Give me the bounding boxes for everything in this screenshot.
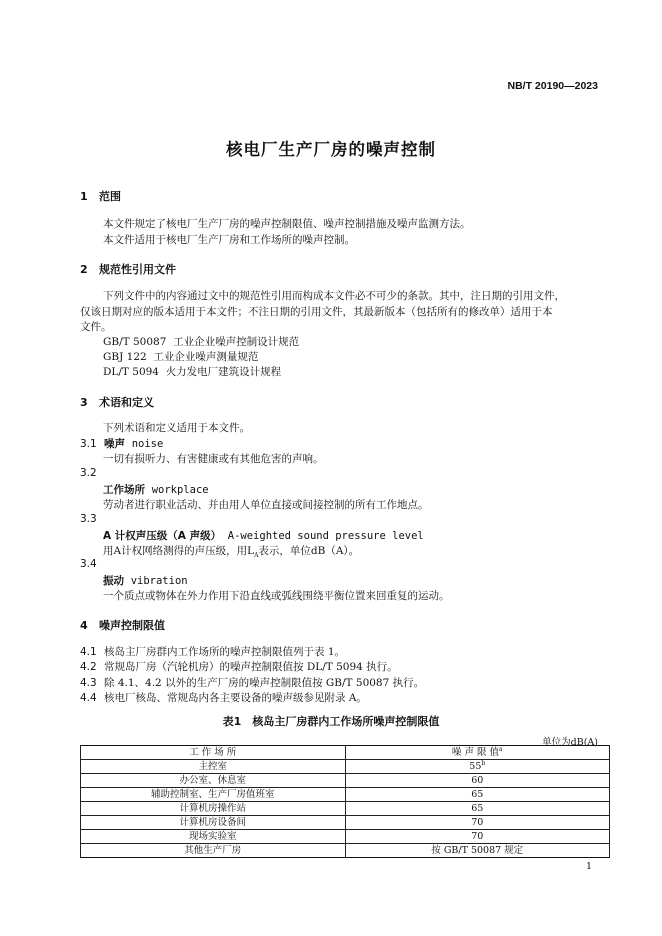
limit-cell: 65 <box>345 802 610 816</box>
table-title: 表1 核岛主厂房群内工作场所噪声控制限值 <box>222 715 440 728</box>
table-row <box>81 844 610 858</box>
section-4-heading <box>80 617 165 633</box>
column-header-workplace: 工 作 场 所 <box>81 746 346 760</box>
limit-cell: 按 GB/T 50087 规定 <box>345 844 610 858</box>
term-zh: A 计权声压级（A 声级） <box>103 530 222 542</box>
reference-code: GBJ 122 <box>103 351 147 363</box>
section-1-heading <box>80 188 121 204</box>
term-number: 3.1 <box>80 438 97 450</box>
clause-4-4: 4.4 核电厂核岛、常规岛内各主要设备的噪声级参见附录 A。 <box>80 692 367 704</box>
column-header-noise-limit: 噪 声 限 值$^a$ <box>345 746 610 760</box>
clause-4-2: 4.2 常规岛厂房（汽轮机房）的噪声控制限值按 DL/T 5094 执行。 <box>80 661 398 673</box>
term-definition: 一个质点或物体在外力作用下沿直线或弧线围绕平衡位置来回重复的运动。 <box>103 590 450 602</box>
section-number: 4 <box>80 619 88 632</box>
section-number: 2 <box>80 263 88 276</box>
table-row <box>81 774 610 788</box>
standard-number: NB/T 20190—2023 <box>507 80 598 92</box>
term-en: noise <box>131 438 164 450</box>
reference-title: 工业企业噪声控制设计规范 <box>173 336 300 348</box>
term-definition: 一切有损听力、有害健康或有其他危害的声响。 <box>103 453 324 465</box>
s1-para-1: 本文件规定了核电厂生产厂房的噪声控制限值、噪声控制措施及噪声监测方法。 <box>103 218 471 230</box>
term-definition: 劳动者进行职业活动、并由用人单位直接或间接控制的所有工作地点。 <box>103 499 429 511</box>
s2-para-line-1: 下列文件中的内容通过文中的规范性引用而构成本文件必不可少的条款。其中，注日期的引用文件， <box>103 290 565 302</box>
section-title: 噪声控制限值 <box>99 619 165 632</box>
section-number: 1 <box>80 190 88 203</box>
workplace-cell: 计算机房操作站 <box>81 802 346 816</box>
s3-intro: 下列术语和定义适用于本文件。 <box>103 422 250 434</box>
section-title: 规范性引用文件 <box>99 263 176 276</box>
limit-cell: 70 <box>345 816 610 830</box>
term-definition: 用A计权网络测得的声压级，用$L_A$表示，单位dB（A）。 <box>103 545 360 560</box>
term-en: vibration <box>130 575 188 587</box>
workplace-cell: 办公室、休息室 <box>81 774 346 788</box>
table-row <box>81 760 610 774</box>
reference-title: 工业企业噪声测量规范 <box>153 351 259 363</box>
term-en: A-weighted sound pressure level <box>227 530 424 542</box>
workplace-cell: 其他生产厂房 <box>81 844 346 858</box>
document-title: 核电厂生产厂房的噪声控制 <box>226 140 436 159</box>
term-number: 3.3 <box>80 513 97 525</box>
reference-title: 火力发电厂建筑设计规程 <box>165 366 282 378</box>
noise-limit-table <box>80 745 610 858</box>
section-title: 术语和定义 <box>99 396 154 409</box>
workplace-cell: 现场实验室 <box>81 830 346 844</box>
term-3-2 <box>103 482 209 497</box>
workplace-cell: 计算机房设备间 <box>81 816 346 830</box>
reference-item <box>103 334 299 350</box>
table-row <box>81 788 610 802</box>
term-3-1 <box>80 436 163 451</box>
section-3-heading <box>80 394 154 410</box>
term-zh: 噪声 <box>104 438 125 450</box>
section-number: 3 <box>80 396 88 409</box>
table-row <box>81 802 610 816</box>
table-unit: 单位为dB(A) <box>542 737 598 748</box>
reference-item <box>103 349 258 365</box>
term-3-4 <box>103 573 188 588</box>
table-row <box>81 830 610 844</box>
reference-code: GB/T 50087 <box>103 336 167 348</box>
term-zh: 工作场所 <box>103 484 145 496</box>
limit-cell: 65 <box>345 788 610 802</box>
term-zh: 振动 <box>103 575 124 587</box>
term-number: 3.4 <box>80 558 97 570</box>
reference-item <box>103 364 281 380</box>
workplace-cell: 辅助控制室、生产厂房值班室 <box>81 788 346 802</box>
page-number: 1 <box>585 861 592 872</box>
s1-para-2: 本文件适用于核电厂生产厂房和工作场所的噪声控制。 <box>103 234 355 246</box>
workplace-cell: 主控室 <box>81 760 346 774</box>
clause-4-3: 4.3 除 4.1、4.2 以外的生产厂房的噪声控制限值按 GB/T 50087 执行。 <box>80 677 425 689</box>
s2-para-line-3: 文件。 <box>80 321 112 333</box>
term-en: workplace <box>151 484 209 496</box>
s2-para-line-2: 仅该日期对应的版本适用于本文件；不注日期的引用文件，其最新版本（包括所有的修改单）适用于本 <box>80 306 553 318</box>
term-number: 3.2 <box>80 467 97 479</box>
limit-cell: 60 <box>345 774 610 788</box>
reference-code: DL/T 5094 <box>103 366 159 378</box>
section-title: 范围 <box>99 190 121 203</box>
term-3-3 <box>103 528 424 543</box>
table-header-row <box>81 746 610 760</box>
section-2-heading <box>80 261 176 277</box>
limit-cell: 55$^b$ <box>345 760 610 774</box>
clause-4-1: 4.1 核岛主厂房群内工作场所的噪声控制限值列于表 1。 <box>80 646 346 658</box>
table-row <box>81 816 610 830</box>
limit-cell: 70 <box>345 830 610 844</box>
